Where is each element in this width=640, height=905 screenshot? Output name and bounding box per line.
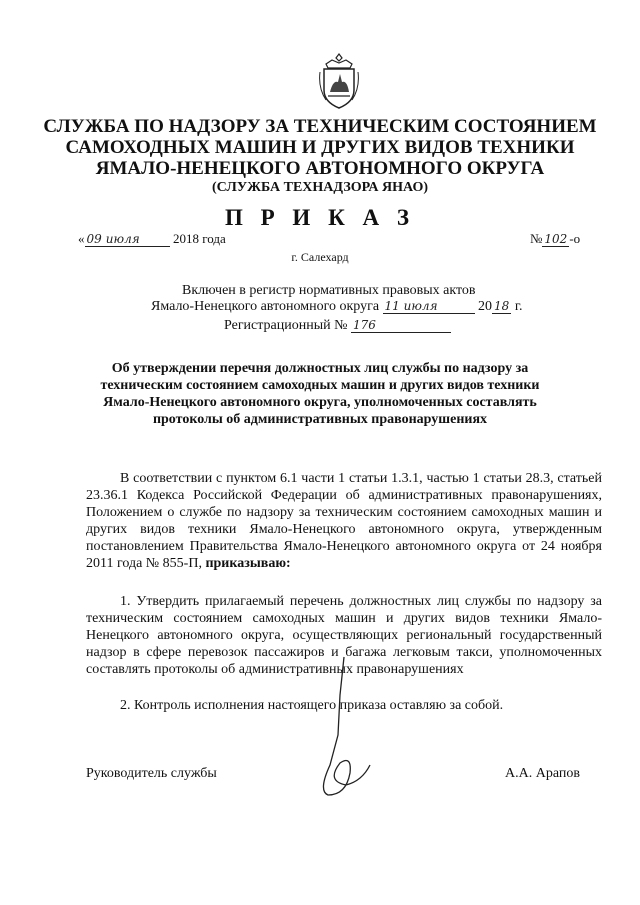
number-handwritten: 102	[544, 232, 568, 246]
registration-year-prefix: 20	[478, 299, 493, 314]
registration-line-3	[224, 318, 451, 334]
registration-number-handwritten: 176	[351, 318, 451, 333]
registration-number-label: Регистрационный №	[224, 318, 348, 333]
date-month-handwritten: июля	[104, 232, 170, 247]
org-abbreviation: (СЛУЖБА ТЕХНАДЗОРА ЯНАО)	[211, 180, 429, 195]
preamble-order-word: приказываю:	[205, 556, 291, 571]
org-line-1: СЛУЖБА ПО НАДЗОРУ ЗА ТЕХНИЧЕСКИМ СОСТОЯНИЕМ	[43, 116, 597, 137]
registration-year-handwritten: 18	[494, 299, 510, 313]
heading-line-4: протоколы об административных правонарушениях	[152, 412, 488, 427]
heading-line-3: Ямало-Ненецкого автономного округа, уполномоченных составлять	[103, 395, 537, 410]
order-number	[530, 231, 580, 247]
signer-name: А.А. Арапов	[505, 766, 580, 781]
number-suffix: -о	[569, 231, 581, 246]
organization-name	[0, 116, 640, 197]
preamble-text: В соответствии с пунктом 6.1 части 1 статьи 1.3.1, частью 1 статьи 28.3, статьей 23.36.1 Кодекса Российской Федерации об административных правонарушениях, Положением о службе по надзору за техническим состоянием самоходных машин и других видов техники Ямало-Ненецкого автономного округа, утвержденным постановлением Правительства Ямало-Ненецкого автономного округа от 24 ноября 2011 года № 855-П,	[86, 471, 602, 571]
org-line-3: ЯМАЛО-НЕНЕЦКОГО АВТОНОМНОГО ОКРУГА	[95, 158, 545, 179]
date-year: 2018 года	[173, 231, 226, 246]
order-subject-heading	[0, 360, 640, 428]
registration-line-2	[151, 299, 523, 315]
date-day-handwritten: 09	[86, 232, 102, 246]
date-prefix: «	[78, 231, 85, 246]
yamal-coat-of-arms-icon	[318, 52, 360, 110]
registration-year-end: г.	[514, 299, 523, 314]
registration-date-handwritten: 11 июля	[383, 299, 475, 314]
heading-line-2: техническим состоянием самоходных машин и других видов техники	[100, 378, 540, 393]
handwritten-signature	[300, 655, 380, 805]
registration-region: Ямало-Ненецкого автономного округа	[151, 299, 380, 314]
number-prefix: №	[530, 231, 543, 246]
heading-line-1: Об утверждении перечня должностных лиц службы по надзору за	[111, 361, 529, 376]
org-line-2: САМОХОДНЫХ МАШИН И ДРУГИХ ВИДОВ ТЕХНИКИ	[65, 137, 575, 158]
order-date	[78, 231, 226, 247]
preamble-paragraph	[86, 470, 602, 572]
registration-line-1: Включен в регистр нормативных правовых актов	[182, 283, 476, 298]
signer-position: Руководитель службы	[86, 766, 217, 781]
order-item-1: 1. Утвердить прилагаемый перечень должностных лиц службы по надзору за техническим состоянием самоходных машин и других видов техники Ямало-Ненецкого автономного округа, осуществляющих региональный государственный надзор в сфере перевозок пассажиров и багажа легковым такси, уполномоченных составлять протоколы об административных правонарушениях	[86, 594, 602, 677]
document-title: П Р И К А З	[224, 205, 415, 230]
order-item-2: 2. Контроль исполнения настоящего приказа оставляю за собой.	[120, 698, 504, 713]
city: г. Салехард	[291, 250, 349, 264]
